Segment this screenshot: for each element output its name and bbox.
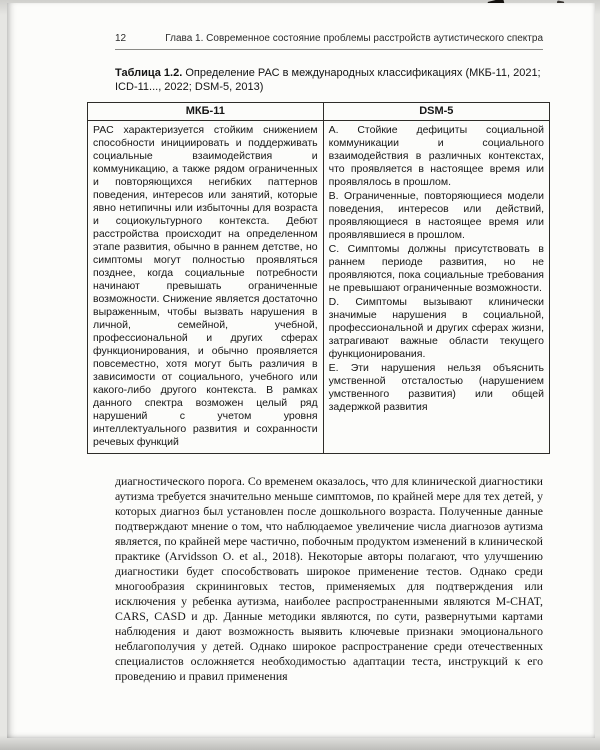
running-head [115, 33, 543, 50]
table-caption-text: Определение РАС в международных классификациях (МКБ-11, 2021; ICD-11..., 2022; DSM-5, 2013) [115, 67, 541, 93]
table-header-row [88, 103, 550, 121]
dsm5-criterion-d: D. Симптомы вызывают клинически значимые нарушения в социальной, профессиональной и других сферах жизни, затрагивают важные области текущего функционирования. [328, 296, 544, 360]
column-header-dsm5: DSM-5 [323, 103, 549, 121]
dsm5-cell [323, 121, 549, 454]
table-caption [115, 66, 543, 94]
dsm5-criterion-c: C. Симптомы должны присутствовать в раннем периоде развития, но не проявляются, пока социальные требования не превышают ограниченные возможности. [328, 243, 544, 294]
body-paragraph: диагностического порога. Со временем оказалось, что для клинической диагностики аутизма требуется значительно меньше симптомов, по крайней мере для тех детей, у которых диагноз был установлен после дошкольного возраста. Полученные данные подтверждают мнение о том, что наблюдаемое увеличение числа диагнозов аутизма является, по крайней мере частично, побочным продуктом изменений в клинической практике (Arvidsson O. et al., 2018). Некоторые авторы полагают, что улучшению диагностики будет способствовать широкое применение тестов. Однако среди многообразия скрининговых тестов, применяемых для подтверждения или исключения у ребенка аутизма, наиболее распространенными являются M-CHAT, CARS, CASD и др. Данные методики являются, по сути, развернутыми картами наблюдения и дают возможность выявить ключевые признаки эмоционального неблагополучия у детей. Однако широкое распространение среди отечественных специалистов осложняется необходимостью адаптации теста, инструкций к его проведению и правил применения [115, 474, 543, 683]
mkb11-cell [88, 121, 324, 454]
mkb11-definition-text: РАС характеризуется стойким снижением способности инициировать и поддерживать социальные взаимодействия и коммуникацию, а также рядом ограниченных и повторяющихся негибких паттернов поведения, интересов или занятий, которые явно нетипичны или избыточны для возраста и социокультурного контекста. Дебют расстройства происходит на определенном этапе развития, обычно в раннем детстве, но симптомы могут полностью проявляться позднее, когда социальные потребности начинают превышать ограниченные возможности. Снижение является достаточно выраженным, чтобы вызвать нарушения в личной, семейной, учебной, профессиональной и других сферах функционирования, и обычно проявляется повсеместно, хотя могут быть различия в зависимости от социального, учебного или какого-либо другого контекста. В рамках данного спектра возможен целый ряд нарушений с учетом уровня интеллектуального развития и сохранности речевых функций [93, 124, 318, 448]
page [7, 3, 595, 738]
dsm5-criterion-e: E. Эти нарушения нельзя объяснить умственной отсталостью (нарушением умственного развития) или общей задержкой развития [328, 362, 544, 413]
dsm5-criterion-b: B. Ограниченные, повторяющиеся модели поведения, интересов или действий, проявляющиеся в настоящее время или проявлявшиеся в прошлом. [328, 190, 544, 241]
classification-comparison-table [87, 102, 550, 454]
column-header-mkb11: МКБ-11 [88, 103, 324, 121]
dsm5-criterion-a: A. Стойкие дефициты социальной коммуникации и социального взаимодействия в различных контекстах, что проявляется в настоящее время или проявлялось в прошлом. [328, 124, 544, 188]
table-body-row [88, 121, 550, 454]
chapter-running-title: Глава 1. Современное состояние проблемы расстройств аутистического спектра [165, 33, 543, 44]
table-caption-label: Таблица 1.2. [115, 67, 183, 79]
page-number: 12 [115, 33, 127, 44]
